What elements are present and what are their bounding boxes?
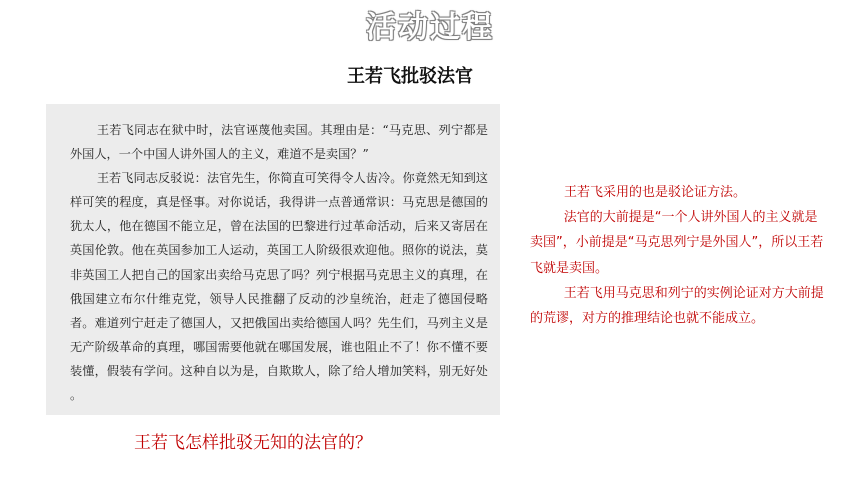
- analysis-line-3: 王若飞用马克思和列宁的实例论证对方大前提的荒谬，对方的推理结论也就不能成立。: [530, 285, 824, 327]
- header-band: [0, 0, 860, 45]
- passage-paragraph-1: 王若飞同志在狱中时，法官诬蔑他卖国。其理由是：“马克思、列宁都是外国人，一个中国人讲外国人的主义，难道不是卖国？”: [70, 123, 488, 162]
- analysis-block: [530, 180, 830, 331]
- question-text: 王若飞怎样批驳无知的法官的？: [134, 433, 372, 453]
- article-title: 王若飞批驳法官: [347, 66, 473, 87]
- analysis-line-2: 法官的大前提是“一个人讲外国人的主义就是卖国”，小前提是“马克思列宁是外国人”，所以王若飞就是卖国。: [530, 210, 824, 276]
- analysis-line-1: 王若飞采用的也是驳论证方法。: [564, 185, 747, 200]
- section-title: 活动过程: [366, 10, 494, 45]
- passage-paragraph-2: 王若飞同志反驳说：法官先生，你简直可笑得令人齿冷。你竟然无知到这样可笑的程度，真是怪事。对你说话，我得讲一点普通常识：马克思是德国的犹太人，他在德国不能立足，曾在法国的巴黎进行过革命活动，后来又寄居在英国伦敦。他在英国参加工人运动，英国工人阶级很欢迎他。照你的说法，莫非英国工人把自己的国家出卖给马克思了吗？列宁根据马克思主义的真理，在俄国建立布尔什维克党，领导人民推翻了反动的沙皇统治，赶走了德国侵略者。难道列宁赶走了德国人，又把俄国出卖给德国人吗？先生们，马列主义是无产阶级革命的真理，哪国需要他就在哪国发展，谁也阻止不了！你不懂不要装懂，假装有学问。这种自以为是，自欺欺人，除了给人增加笑料，别无好处 。: [70, 171, 488, 403]
- passage-box: [46, 104, 500, 415]
